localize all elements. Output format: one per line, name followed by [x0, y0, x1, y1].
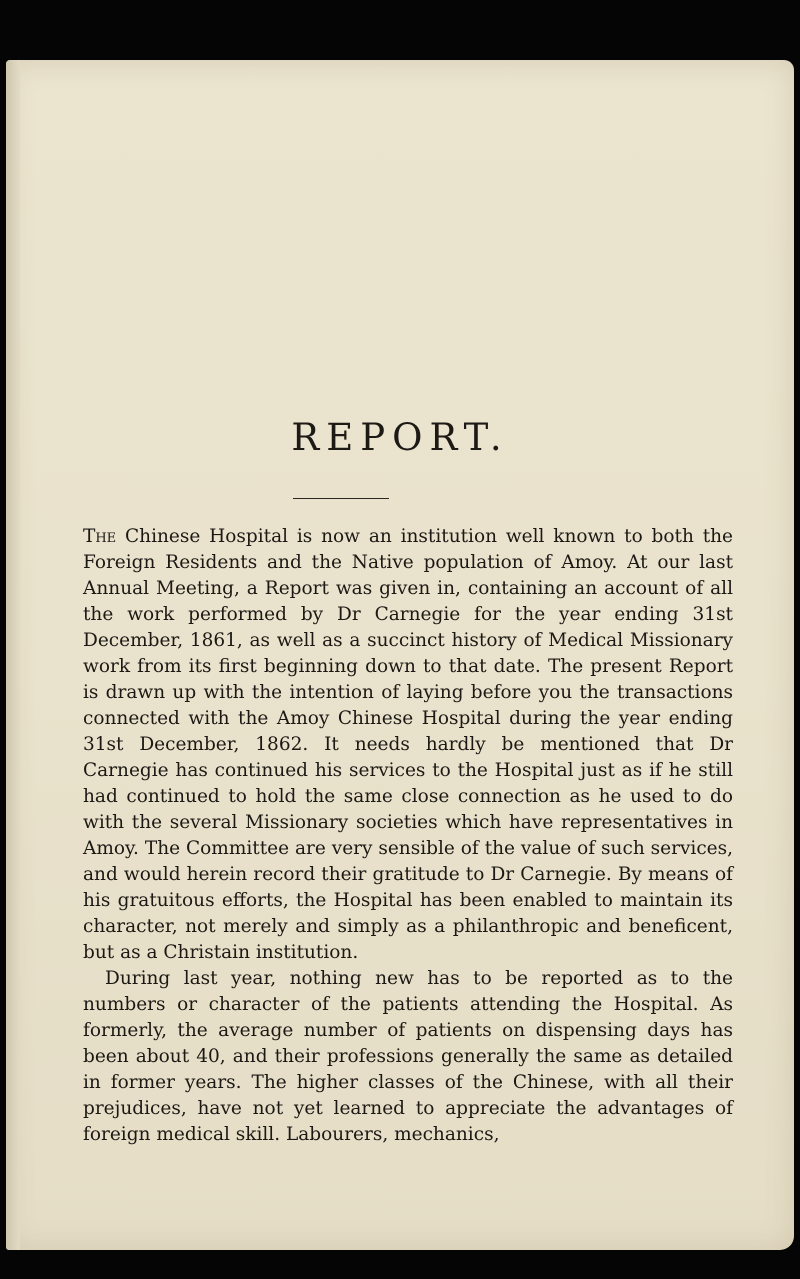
paragraph-1: [83, 524, 733, 966]
book-page: [6, 60, 794, 1250]
paragraph-1-lead-word: The: [83, 526, 117, 547]
page-heading: REPORT.: [291, 416, 509, 459]
heading-divider: [293, 498, 389, 499]
report-body: [83, 524, 733, 1148]
paragraph-1-text: Chinese Hospital is now an institution well known to both the Foreign Residents and the Native population of Amoy. At our last Annual Meeting, a Report was given in, containing an account of all the work performed by Dr Carnegie for the year ending 31st December, 1861, as well as a succinct history of Medical Missionary work from its first beginning down to that date. The present Report is drawn up with the intention of laying before you the transactions connected with the Amoy Chinese Hospital during the year ending 31st December, 1862. It needs hardly be mentioned that Dr Carnegie has continued his services to the Hospital just as if he still had continued to hold the same close connection as he used to do with the several Missionary societies which have representatives in Amoy. The Committee are very sensible of the value of such services, and would herein record their gratitude to Dr Carnegie. By means of his gratuitous efforts, the Hospital has been enabled to maintain its character, not merely and simply as a philanthropic and beneficent, but as a Christain institution.: [83, 526, 733, 963]
page-binding-edge: [6, 60, 20, 1250]
paragraph-2: During last year, nothing new has to be reported as to the numbers or character of the patients attending the Hospital. As formerly, the average number of patients on dispensing days has been about 40, and their professions generally the same as detailed in former years. The higher classes of the Chinese, with all their prejudices, have not yet learned to appreciate the advantages of foreign medical skill. Labourers, mechanics,: [83, 968, 733, 1145]
